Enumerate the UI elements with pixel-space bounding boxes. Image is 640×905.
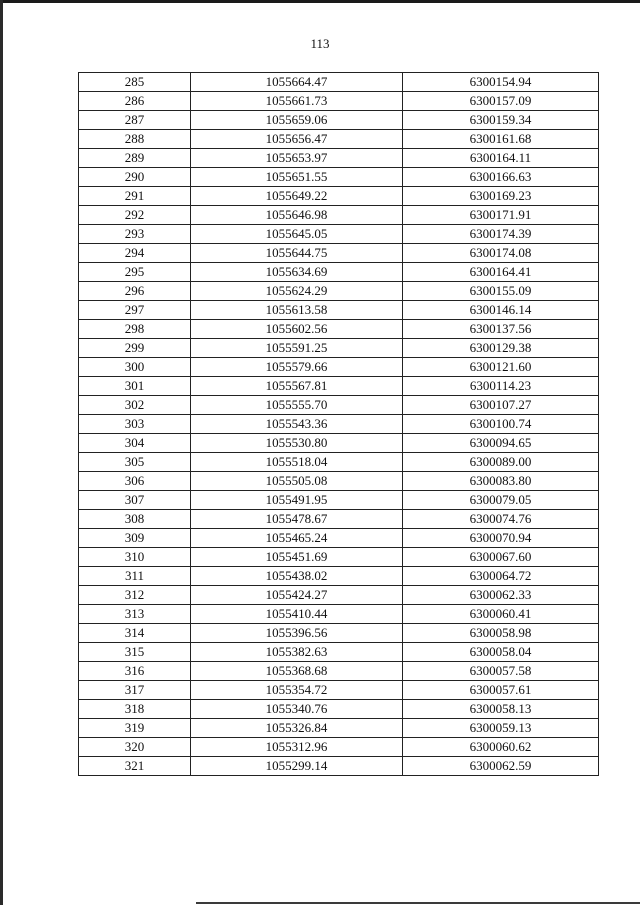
y-coordinate-cell: 6300154.94 [403,73,599,92]
table-row [79,738,599,757]
y-coordinate-cell: 6300060.41 [403,605,599,624]
point-number-cell: 305 [79,453,191,472]
y-coordinate-cell: 6300129.38 [403,339,599,358]
scan-edge-top [0,0,640,3]
x-coordinate-cell: 1055410.44 [191,605,403,624]
table-row [79,662,599,681]
table-row [79,225,599,244]
x-coordinate-cell: 1055543.36 [191,415,403,434]
x-coordinate-cell: 1055368.68 [191,662,403,681]
scan-edge-left [0,0,3,905]
point-number-cell: 306 [79,472,191,491]
y-coordinate-cell: 6300155.09 [403,282,599,301]
table-row [79,92,599,111]
y-coordinate-cell: 6300070.94 [403,529,599,548]
x-coordinate-cell: 1055451.69 [191,548,403,567]
page-number: 113 [310,36,330,51]
point-number-cell: 289 [79,149,191,168]
point-number-cell: 313 [79,605,191,624]
x-coordinate-cell: 1055326.84 [191,719,403,738]
y-coordinate-cell: 6300067.60 [403,548,599,567]
y-coordinate-cell: 6300107.27 [403,396,599,415]
table-row [79,700,599,719]
y-coordinate-cell: 6300164.41 [403,263,599,282]
x-coordinate-cell: 1055312.96 [191,738,403,757]
point-number-cell: 291 [79,187,191,206]
y-coordinate-cell: 6300094.65 [403,434,599,453]
table-row [79,434,599,453]
table-row [79,149,599,168]
table-row [79,358,599,377]
y-coordinate-cell: 6300079.05 [403,491,599,510]
x-coordinate-cell: 1055555.70 [191,396,403,415]
point-number-cell: 319 [79,719,191,738]
point-number-cell: 286 [79,92,191,111]
coordinates-table [78,72,599,776]
y-coordinate-cell: 6300057.58 [403,662,599,681]
point-number-cell: 320 [79,738,191,757]
x-coordinate-cell: 1055340.76 [191,700,403,719]
point-number-cell: 292 [79,206,191,225]
table-row [79,586,599,605]
x-coordinate-cell: 1055659.06 [191,111,403,130]
table-row [79,453,599,472]
y-coordinate-cell: 6300064.72 [403,567,599,586]
x-coordinate-cell: 1055624.29 [191,282,403,301]
table-row [79,377,599,396]
x-coordinate-cell: 1055602.56 [191,320,403,339]
y-coordinate-cell: 6300164.11 [403,149,599,168]
table-row [79,605,599,624]
y-coordinate-cell: 6300169.23 [403,187,599,206]
table-row [79,168,599,187]
table-row [79,320,599,339]
x-coordinate-cell: 1055354.72 [191,681,403,700]
x-coordinate-cell: 1055645.05 [191,225,403,244]
table-row [79,396,599,415]
table-row [79,206,599,225]
y-coordinate-cell: 6300057.61 [403,681,599,700]
x-coordinate-cell: 1055382.63 [191,643,403,662]
x-coordinate-cell: 1055591.25 [191,339,403,358]
point-number-cell: 318 [79,700,191,719]
y-coordinate-cell: 6300083.80 [403,472,599,491]
x-coordinate-cell: 1055299.14 [191,757,403,776]
y-coordinate-cell: 6300100.74 [403,415,599,434]
point-number-cell: 295 [79,263,191,282]
table-row [79,301,599,320]
table-row [79,681,599,700]
point-number-cell: 285 [79,73,191,92]
table-row [79,111,599,130]
point-number-cell: 312 [79,586,191,605]
y-coordinate-cell: 6300089.00 [403,453,599,472]
x-coordinate-cell: 1055530.80 [191,434,403,453]
x-coordinate-cell: 1055396.56 [191,624,403,643]
x-coordinate-cell: 1055613.58 [191,301,403,320]
y-coordinate-cell: 6300121.60 [403,358,599,377]
y-coordinate-cell: 6300166.63 [403,168,599,187]
point-number-cell: 307 [79,491,191,510]
table-row [79,548,599,567]
table-row [79,73,599,92]
point-number-cell: 308 [79,510,191,529]
point-number-cell: 317 [79,681,191,700]
y-coordinate-cell: 6300058.04 [403,643,599,662]
table-row [79,130,599,149]
table-row [79,757,599,776]
point-number-cell: 287 [79,111,191,130]
table-row [79,529,599,548]
point-number-cell: 301 [79,377,191,396]
point-number-cell: 303 [79,415,191,434]
table-row [79,643,599,662]
y-coordinate-cell: 6300174.08 [403,244,599,263]
point-number-cell: 309 [79,529,191,548]
y-coordinate-cell: 6300174.39 [403,225,599,244]
x-coordinate-cell: 1055646.98 [191,206,403,225]
point-number-cell: 297 [79,301,191,320]
x-coordinate-cell: 1055424.27 [191,586,403,605]
x-coordinate-cell: 1055465.24 [191,529,403,548]
table-row [79,510,599,529]
x-coordinate-cell: 1055651.55 [191,168,403,187]
point-number-cell: 304 [79,434,191,453]
table-row [79,244,599,263]
y-coordinate-cell: 6300171.91 [403,206,599,225]
x-coordinate-cell: 1055505.08 [191,472,403,491]
table-row [79,339,599,358]
table-row [79,567,599,586]
point-number-cell: 316 [79,662,191,681]
x-coordinate-cell: 1055478.67 [191,510,403,529]
x-coordinate-cell: 1055491.95 [191,491,403,510]
table-row [79,282,599,301]
scan-edge-bottom [196,902,640,904]
table-row [79,491,599,510]
y-coordinate-cell: 6300074.76 [403,510,599,529]
x-coordinate-cell: 1055438.02 [191,567,403,586]
point-number-cell: 288 [79,130,191,149]
x-coordinate-cell: 1055644.75 [191,244,403,263]
table-row [79,624,599,643]
y-coordinate-cell: 6300059.13 [403,719,599,738]
table-row [79,415,599,434]
x-coordinate-cell: 1055656.47 [191,130,403,149]
point-number-cell: 296 [79,282,191,301]
x-coordinate-cell: 1055653.97 [191,149,403,168]
point-number-cell: 314 [79,624,191,643]
y-coordinate-cell: 6300060.62 [403,738,599,757]
y-coordinate-cell: 6300157.09 [403,92,599,111]
point-number-cell: 321 [79,757,191,776]
point-number-cell: 311 [79,567,191,586]
point-number-cell: 293 [79,225,191,244]
point-number-cell: 310 [79,548,191,567]
point-number-cell: 302 [79,396,191,415]
x-coordinate-cell: 1055567.81 [191,377,403,396]
point-number-cell: 300 [79,358,191,377]
point-number-cell: 315 [79,643,191,662]
y-coordinate-cell: 6300146.14 [403,301,599,320]
x-coordinate-cell: 1055664.47 [191,73,403,92]
table-row [79,719,599,738]
y-coordinate-cell: 6300062.59 [403,757,599,776]
y-coordinate-cell: 6300159.34 [403,111,599,130]
y-coordinate-cell: 6300114.23 [403,377,599,396]
y-coordinate-cell: 6300161.68 [403,130,599,149]
x-coordinate-cell: 1055649.22 [191,187,403,206]
point-number-cell: 294 [79,244,191,263]
y-coordinate-cell: 6300137.56 [403,320,599,339]
x-coordinate-cell: 1055518.04 [191,453,403,472]
table-row [79,472,599,491]
table-row [79,263,599,282]
point-number-cell: 298 [79,320,191,339]
point-number-cell: 299 [79,339,191,358]
table-row [79,187,599,206]
coordinates-table-body [79,73,599,776]
y-coordinate-cell: 6300062.33 [403,586,599,605]
y-coordinate-cell: 6300058.13 [403,700,599,719]
y-coordinate-cell: 6300058.98 [403,624,599,643]
x-coordinate-cell: 1055661.73 [191,92,403,111]
x-coordinate-cell: 1055634.69 [191,263,403,282]
x-coordinate-cell: 1055579.66 [191,358,403,377]
point-number-cell: 290 [79,168,191,187]
